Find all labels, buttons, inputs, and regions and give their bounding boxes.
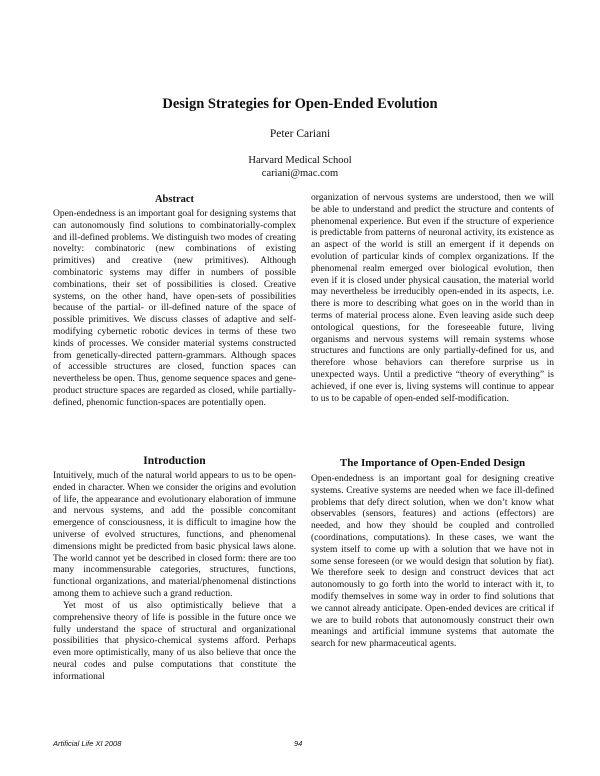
introduction-paragraph-3: organization of nervous systems are understood, then we will be able to understand and predict the structure and contents of phenomenal experience. But even if the structure of experience is predictable from patterns of neuronal activity, its existence as an aspect of the world is still an emergent if it depends on evolution of particular kinds of complex organizations. If the phenomenal realm emerged over biological evolution, then even if it is closed under physical causation, the material world may nevertheless be irreducibly open-ended in its aspects, i.e. there is more to describing what goes on in the world than in terms of material process alone. Even leaving aside such deep ontological questions, for the foreseeable future, living organisms and nervous systems will remain systems whose structures and functions are only partially-defined for us, and therefore whose behaviors can therefore surprise us in unexpected ways. Until a predictive “theory of everything” is achieved, if one ever is, living systems will continue to appear to us to be capable of open-ended self-modification. bbox=[311, 193, 554, 404]
importance-heading: The Importance of Open-Ended Design bbox=[339, 457, 526, 469]
introduction-heading: Introduction bbox=[143, 455, 206, 467]
footer-venue: Artificial Life XI 2008 bbox=[53, 739, 122, 748]
author-name: Peter Cariani bbox=[269, 128, 331, 140]
abstract-heading: Abstract bbox=[154, 194, 195, 205]
abstract-text: Open-endedness is an important goal for designing systems that can autonomously find solutions to combinatorially-complex and ill-defined problems. We distinguish two modes of creating novelty: combinatoric (new combinations of existing primitives) and creative (new primitives). Although combinatoric systems may differ in numbers of possible combinations, their set of possibilities is closed. Creative systems, on the other hand, have open-sets of possibilities because of the partial- or ill-defined nature of the space of possible primitives. We discuss classes of adaptive and self-modifying cybernetic robotic devices in terms of these two kinds of processes. We consider material systems constructed from genetically-directed pattern-grammars. Although spaces of accessible structures are closed, function spaces can nevertheless be open. Thus, genome sequence spaces and gene-product structure spaces are regarded as closed, while partially-defined, phenomic function-spaces are potentially open. bbox=[53, 209, 296, 408]
introduction-paragraph-2: Yet most of us also optimistically believe that a comprehensive theory of life is possible in the future once we fully understand the space of structural and organizational possibilities that physico-chemical systems afford. Perhaps even more optimistically, many of us also believe that once the neural codes and pulse computations that constitute the informational bbox=[53, 601, 296, 682]
importance-paragraph-1: Open-endedness is an important goal for designing creative systems. Creative systems are needed when we face ill-defined problems that defy direct solution, when we don’t know what observables (sensors, features) and actions (effectors) are needed, and how they should be coupled and controlled (coordinations, computations). In these cases, we want the system itself to come up with a solution that we have not in some sense foreseen (or we would design that solution by fiat). We therefore seek to design and construct devices that act autonomously to go forth into the world to interact with it, to modify themselves in some way in order to find solutions that we cannot already anticipate. Open-ended devices are critical if we are to build robots that autonomously construct their own meanings and artificial immune systems that automate the search for new pharmaceutical agents. bbox=[311, 474, 554, 650]
paper-title: Design Strategies for Open-Ended Evolution bbox=[162, 96, 438, 112]
author-email: cariani@mac.com bbox=[261, 168, 339, 179]
introduction-paragraph-1: Intuitively, much of the natural world appears to us to be open-ended in character. When we consider the origins and evolution of life, the appearance and evolutionary elaboration of immune and nervous systems, and add the possible concomitant emergence of consciousness, it is difficult to imagine how the universe of evolved structures, functions, and phenomenal dimensions might be predicted from basic physical laws alone. The world cannot yet be described in closed form: there are too many incommensurable categories, structures, functions, functional organizations, and material/phenomenal distinctions among them to achieve such a grand reduction. bbox=[53, 471, 296, 599]
affiliation: Harvard Medical School bbox=[248, 155, 352, 166]
page-number: 94 bbox=[294, 739, 303, 748]
affiliation-block bbox=[0, 154, 600, 180]
